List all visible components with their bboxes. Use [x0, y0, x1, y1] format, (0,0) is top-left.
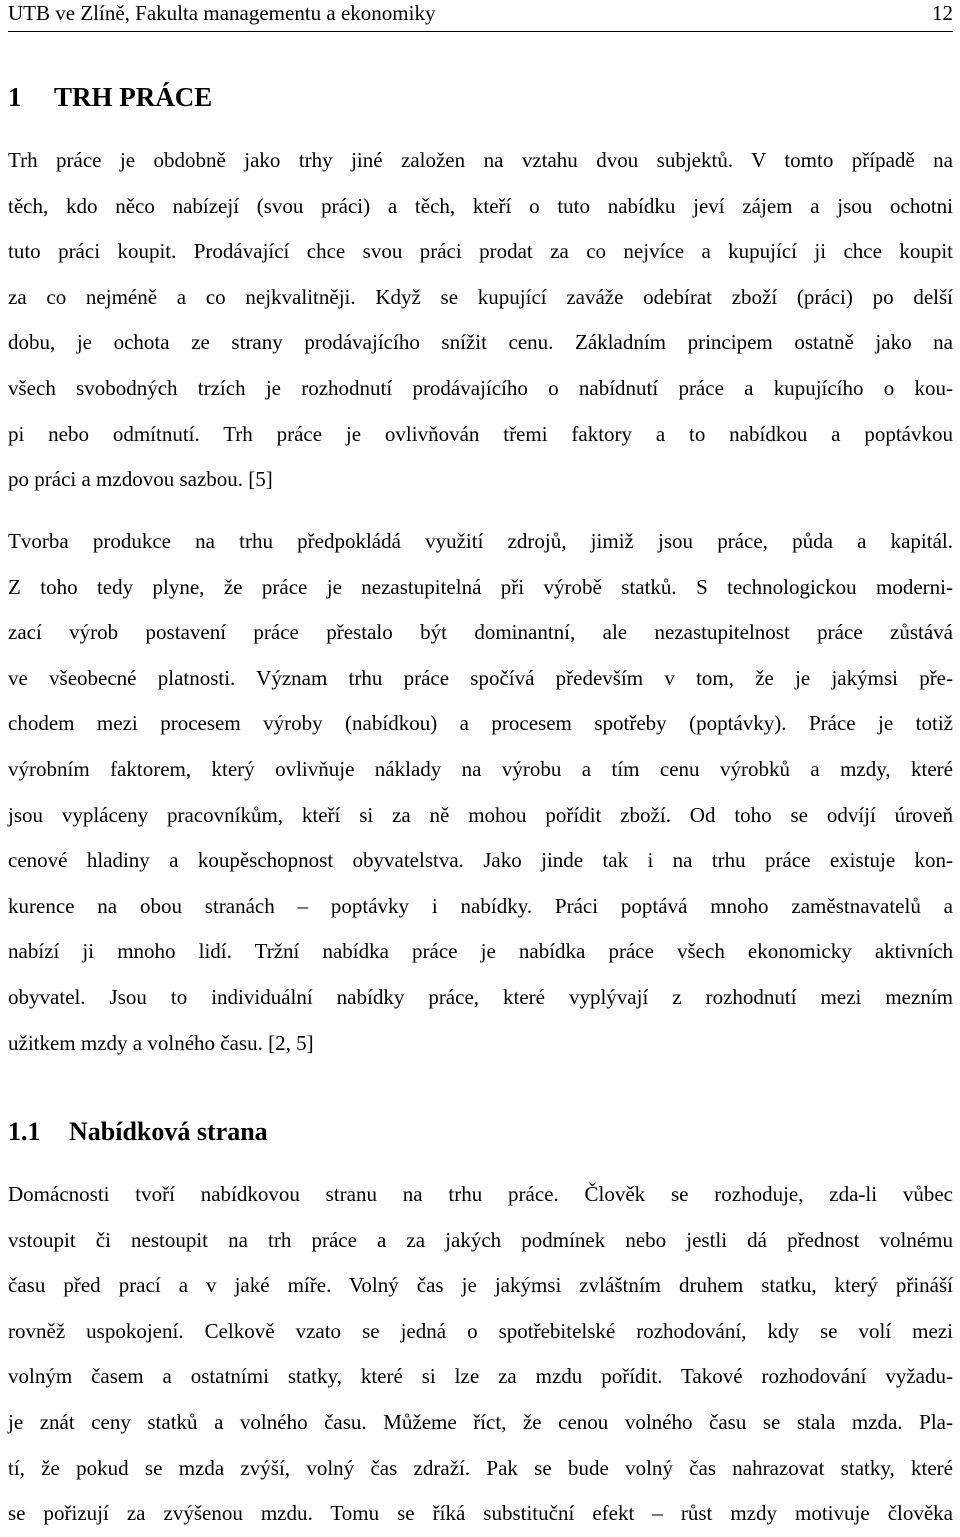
- text-line: Z toho tedy plyne, že práce je nezastupitelná při výrobě statků. S technologickou moderni-: [8, 574, 953, 599]
- text-line: Domácnosti tvoří nabídkovou stranu na trhu práce. Člověk se rozhoduje, zda-li vůbec: [8, 1182, 953, 1206]
- text-line: nabízí ji mnoho lidí. Tržní nabídka práce je nabídka práce všech ekonomicky aktivních: [8, 939, 953, 964]
- text-line: chodem mezi procesem výroby (nabídkou) a procesem spotřeby (poptávky). Práce je totiž: [8, 711, 953, 736]
- section-title: Nabídková strana: [69, 1117, 268, 1146]
- text-line: dobu, je ochota ze strany prodávajícího snížit cenu. Základním principem ostatně jako na: [8, 330, 953, 355]
- header-title: UTB ve Zlíně, Fakulta managementu a ekonomiky: [8, 1, 436, 25]
- text-line: Trh práce je obdobně jako trhy jiné založen na vztahu dvou subjektů. V tomto případě na: [8, 148, 953, 172]
- text-line: po práci a mzdovou sazbou. [5]: [8, 467, 273, 492]
- section-heading: [8, 1115, 268, 1149]
- section-number: 1.1: [8, 1117, 41, 1146]
- chapter-number: 1: [8, 82, 22, 112]
- text-line: za co nejméně a co nejkvalitněji. Když se kupující zaváže odebírat zboží (práci) po delší: [8, 284, 953, 309]
- text-line: ve všeobecné platnosti. Význam trhu práce spočívá především v tom, že je jakýmsi pře-: [8, 665, 953, 690]
- text-line: času před prací a v jaké míře. Volný čas je jakýmsi zvláštním druhem statku, který přináší: [8, 1273, 953, 1298]
- paragraph: [8, 1172, 953, 1537]
- text-line: cenové hladiny a koupěschopnost obyvatelstva. Jako jinde tak i na trhu práce existuje kon-: [8, 848, 953, 873]
- text-line: vstoupit či nestoupit na trh práce a za jakých podmínek nebo jestli dá přednost volnému: [8, 1227, 953, 1252]
- text-line: výrobním faktorem, který ovlivňuje náklady na výrobu a tím cenu výrobků a mzdy, které: [8, 756, 953, 781]
- text-line: pi nebo odmítnutí. Trh práce je ovlivňován třemi faktory a to nabídkou a poptávkou: [8, 421, 953, 446]
- text-line: obyvatel. Jsou to individuální nabídky práce, které vyplývají z rozhodnutí mezi mezním: [8, 984, 953, 1009]
- text-line: se pořizují za zvýšenou mzdu. Tomu se říká substituční efekt – růst mzdy motivuje člověka: [8, 1501, 953, 1526]
- chapter-heading: [8, 80, 212, 114]
- text-line: těch, kdo něco nabízejí (svou práci) a těch, kteří o tuto nabídku jeví zájem a jsou ochotni: [8, 193, 953, 218]
- text-line: tí, že pokud se mzda zvýší, volný čas zdraží. Pak se bude volný čas nahrazovat statky, které: [8, 1455, 953, 1480]
- text-line: tuto práci koupit. Prodávající chce svou práci prodat za co nejvíce a kupující ji chce koupit: [8, 239, 953, 264]
- text-line: Tvorba produkce na trhu předpokládá využití zdrojů, jimiž jsou práce, půda a kapitál.: [8, 529, 953, 553]
- running-header: [8, 0, 953, 32]
- text-line: kurence na obou stranách – poptávky i nabídky. Práci poptává mnoho zaměstnavatelů a: [8, 893, 953, 918]
- chapter-title: TRH PRÁCE: [54, 82, 213, 112]
- page-number: 12: [932, 1, 953, 25]
- text-line: užitkem mzdy a volného času. [2, 5]: [8, 1030, 314, 1055]
- text-line: rovněž uspokojení. Celkově vzato se jedná o spotřebitelské rozhodování, kdy se volí mezi: [8, 1318, 953, 1343]
- text-line: je znát ceny statků a volného času. Můžeme říct, že cenou volného času se stala mzda. Pla-: [8, 1409, 953, 1434]
- text-line: všech svobodných trzích je rozhodnutí prodávajícího o nabídnutí práce a kupujícího o kou-: [8, 375, 953, 400]
- text-line: jsou vypláceny pracovníkům, kteří si za ně mohou pořídit zboží. Od toho se odvíjí úroveň: [8, 802, 953, 827]
- paragraph: [8, 138, 953, 503]
- text-line: zací výrob postavení práce přestalo být dominantní, ale nezastupitelnost práce zůstává: [8, 620, 953, 645]
- paragraph: [8, 519, 953, 1066]
- text-line: volným časem a ostatními statky, které si lze za mzdu pořídit. Takové rozhodování vyžadu-: [8, 1364, 953, 1389]
